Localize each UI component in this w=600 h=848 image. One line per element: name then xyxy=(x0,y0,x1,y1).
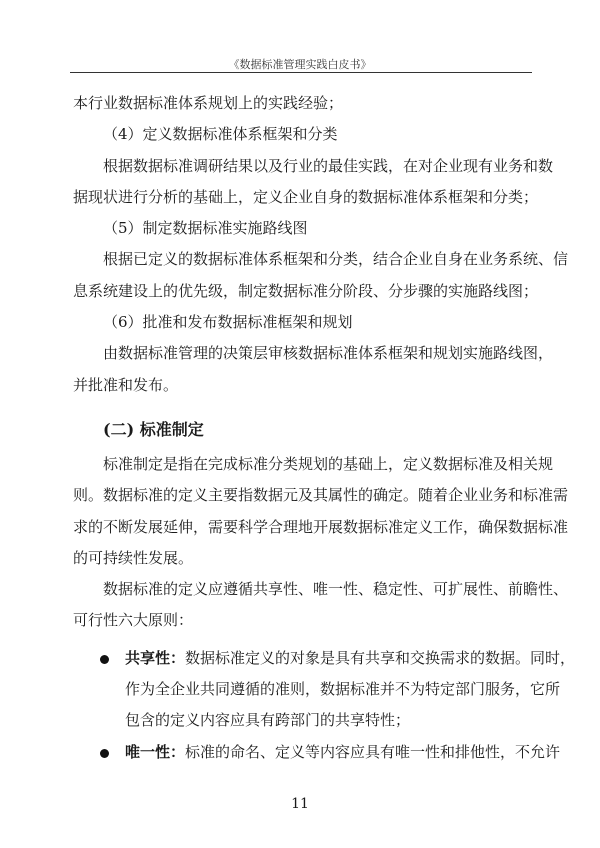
bullet-icon xyxy=(100,749,109,758)
text-line: 求的不断发展延伸，需要科学合理地开展数据标准定义工作，确保数据标准 xyxy=(73,517,569,536)
text-line: 并批准和发布。 xyxy=(73,375,179,394)
subheading: （6）批准和发布数据标准框架和规划 xyxy=(103,313,353,332)
text-line: 包含的定义内容应具有跨部门的共享特性； xyxy=(125,711,411,730)
text-line: 由数据标准管理的决策层审核数据标准体系框架和规划实施路线图， xyxy=(103,344,554,363)
text-line: 标准制定是指在完成标准分类规划的基础上，定义数据标准及相关规 xyxy=(103,454,554,473)
text-line: 据现状进行分析的基础上，定义企业自身的数据标准体系框架和分类； xyxy=(73,187,539,206)
bullet-term: 共享性： xyxy=(125,648,186,667)
text-line: 数据标准定义的对象是具有共享和交换需求的数据。同时， xyxy=(185,648,576,667)
running-header: 《数据标准管理实践白皮书》 xyxy=(228,58,372,71)
text-line: 数据标准的定义应遵循共享性、唯一性、稳定性、可扩展性、前瞻性、 xyxy=(103,580,569,599)
bullet-item xyxy=(73,643,576,737)
text-line: 根据已定义的数据标准体系框架和分类，结合企业自身在业务系统、信 xyxy=(103,250,569,269)
subheading: （5）制定数据标准实施路线图 xyxy=(103,219,308,238)
bullet-term: 唯一性： xyxy=(125,742,186,761)
header-rule xyxy=(70,72,532,73)
page-body xyxy=(73,88,576,768)
text-line: 根据数据标准调研结果以及行业的最佳实践，在对企业现有业务和数 xyxy=(103,156,554,175)
text-line: 息系统建设上的优先级，制定数据标准分阶段、分步骤的实施路线图； xyxy=(73,281,539,300)
text-line: 本行业数据标准体系规划上的实践经验； xyxy=(73,94,344,112)
page-number: 11 xyxy=(291,796,309,812)
bullet-item xyxy=(73,737,561,768)
subheading: （4）定义数据标准体系框架和分类 xyxy=(103,125,338,144)
text-line: 标准的命名、定义等内容应具有唯一性和排他性，不允许 xyxy=(185,742,561,761)
text-line: 作为全企业共同遵循的准则，数据标准并不为特定部门服务，它所 xyxy=(125,680,561,699)
bullet-icon xyxy=(100,655,109,664)
text-line: 可行性六大原则： xyxy=(73,611,194,630)
text-line: 则。数据标准的定义主要指数据元及其属性的确定。随着企业业务和标准需 xyxy=(73,486,569,505)
section-heading: (二) 标准制定 xyxy=(103,419,204,439)
text-line: 的可持续性发展。 xyxy=(73,548,194,567)
